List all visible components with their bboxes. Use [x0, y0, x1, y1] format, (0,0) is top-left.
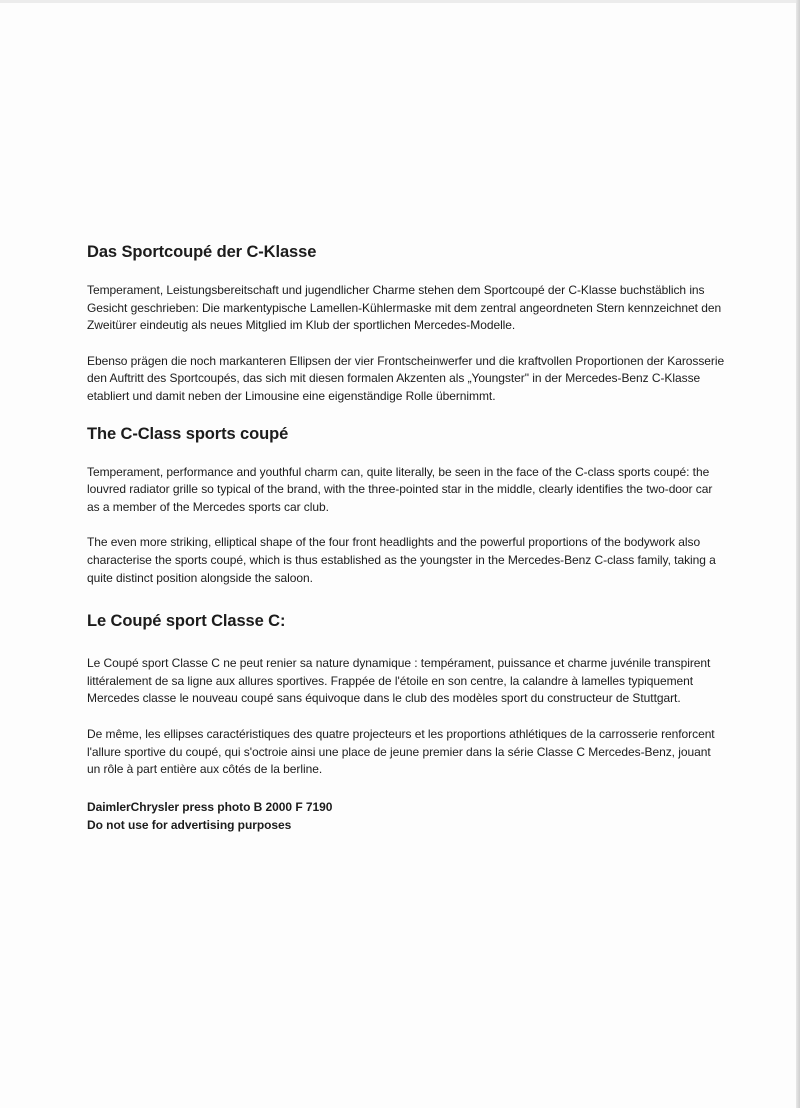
english-section: [87, 420, 727, 588]
german-paragraph-2: Ebenso prägen die noch markanteren Ellipsen der vier Frontscheinwerfer und die kraftvollen Proportionen der Karosserie den Auftritt des Sportcoupés, das sich mit diesen formalen Akzenten als „Youngster" in der Mercedes-Benz C-Klasse etabliert und damit neben der Limousine eine eigenständige Rolle übernimmt.: [87, 353, 725, 403]
credit-line-1: DaimlerChrysler press photo B 2000 F 7190: [87, 799, 333, 814]
german-heading: Das Sportcoupé der C-Klasse: [87, 243, 317, 261]
page-right-edge: [796, 0, 800, 1108]
german-paragraph-1: Temperament, Leistungsbereitschaft und jugendlicher Charme stehen dem Sportcoupé der C-Klasse buchstäblich ins Gesicht geschrieben: Die markentypische Lamellen-Kühlermaske mit dem zentral angeordneten Stern kennzeichnet den Zweitürer eindeutig als neues Mitglied im Klub der sportlichen Mercedes-Modelle.: [87, 283, 722, 333]
english-heading: The C-Class sports coupé: [87, 424, 289, 443]
german-section: [87, 238, 727, 406]
french-paragraph-2: De même, les ellipses caractéristiques des quatre projecteurs et les proportions athlétiques de la carrosserie renforcent l'allure sportive du coupé, qui s'octroie ainsi une place de jeune premier dans la série Classe C Mercedes-Benz, jouant un rôle à part entière aux côtés de la berline.: [87, 726, 715, 777]
press-text-body: [87, 238, 727, 834]
photo-credit: [87, 798, 727, 834]
french-paragraph-1: Le Coupé sport Classe C ne peut renier sa nature dynamique : tempérament, puissance et charme juvénile transpirent littéralement de sa ligne aux allures sportives. Frappée de l'étoile en son centre, la calandre à lamelles typiquement Mercedes classe le nouveau coupé sans équivoque dans le club des modèles sport du constructeur de Stuttgart.: [87, 656, 711, 706]
french-section: [87, 607, 727, 779]
english-paragraph-2: The even more striking, elliptical shape of the four front headlights and the powerful proportions of the bodywork also characterise the sports coupé, which is thus established as the youngster in the Mercedes-Benz C-class family, taking a quite distinct position alongside the saloon.: [87, 535, 716, 585]
english-paragraph-1: Temperament, performance and youthful charm can, quite literally, be seen in the face of the C-class sports coupé: the louvred radiator grille so typical of the brand, with the three-pointed star in the middle, clearly identifies the two-door car as a member of the Mercedes sports car club.: [87, 464, 713, 514]
french-heading: Le Coupé sport Classe C:: [87, 612, 286, 631]
credit-line-2: Do not use for advertising purposes: [87, 817, 292, 832]
page-top-edge: [0, 0, 800, 3]
